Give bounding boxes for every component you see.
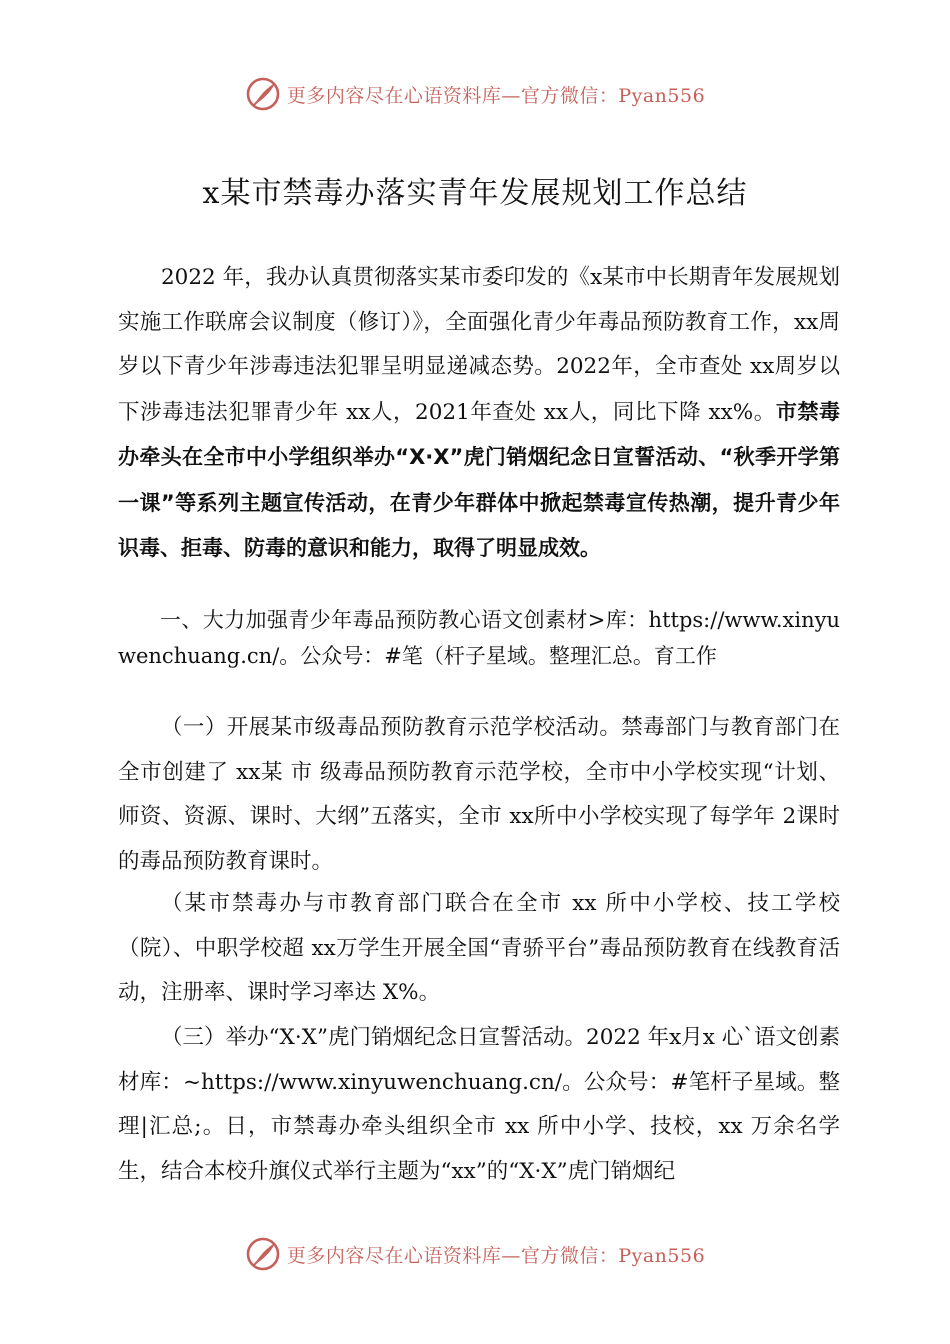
paragraph-intro — [118, 256, 840, 572]
intro-bold-text: 市禁毒办牵头在全市中小学组织举办“X·X”虎门销烟纪念日宣誓活动、“秋季开学第一课”等系列主题宣传活动，在青少年群体中掀起禁毒宣传热潮，提升青少年识毒、拒毒、防毒的意识和能力，取得了明显成效。 — [118, 399, 841, 560]
paragraph-section-1-1: （一）开展某市级毒品预防教育示范学校活动。禁毒部门与教育部门在全市创建了 xx某 市 级毒品预防教育示范学校，全市中小学校实现“计划、师资、资源、课时、大纲”五落实，全市 xx所中小学校实现了每学年 2课时的毒品预防教育课时。 — [118, 715, 840, 874]
paragraph-section-1-2: （某市禁毒办与市教育部门联合在全市 xx 所中小学校、技工学校（院）、中职学校超 xx万学生开展全国“青骄平台”毒品预防教育在线教育活动，注册率、课时学习率达 X%。 — [118, 891, 840, 1005]
paragraph-section-1-3: （三）举办“X·X”虎门销烟纪念日宣誓活动。2022 年x月x 心`语文创素材库：~https://www.xinyuwenchuang.cn/。公众号：#笔杆子星域。整理|汇总;。日，市禁毒办牵头组织全市 xx 所中小学、技校，xx 万余名学生，结合本校升旗仪式举行主题为“xx”的“X·X”虎门销烟纪 — [118, 1025, 840, 1184]
banner-text: 更多内容尽在心语资料库—官方微信：Pyan556 — [286, 84, 706, 107]
feather-quill-icon — [245, 76, 281, 112]
banner-text: 更多内容尽在心语资料库—官方微信：Pyan556 — [286, 1244, 706, 1267]
header-banner[interactable] — [0, 72, 950, 116]
section-heading-1: 一、大力加强青少年毒品预防教心语文创素材>库：https://www.xinyuwenchuang.cn/。公众号：#笔（杆子星域。整理汇总。育工作 — [118, 608, 840, 668]
intro-text: 2022 年，我办认真贯彻落实某市委印发的《x某市中长期青年发展规划实施工作联席会议制度（修订）》，全面强化青少年毒品预防教育工作，xx周岁以下青少年涉毒违法犯罪呈明显递减态势。2022年，全市查处 xx周岁以下涉毒违法犯罪青少年 xx人，2021年查处 xx人，同比下降 xx%。 — [118, 265, 840, 425]
document-title: x某市禁毒办落实青年发展规划工作总结 — [202, 176, 748, 211]
footer-banner[interactable] — [0, 1232, 950, 1276]
feather-quill-icon — [245, 1236, 281, 1272]
